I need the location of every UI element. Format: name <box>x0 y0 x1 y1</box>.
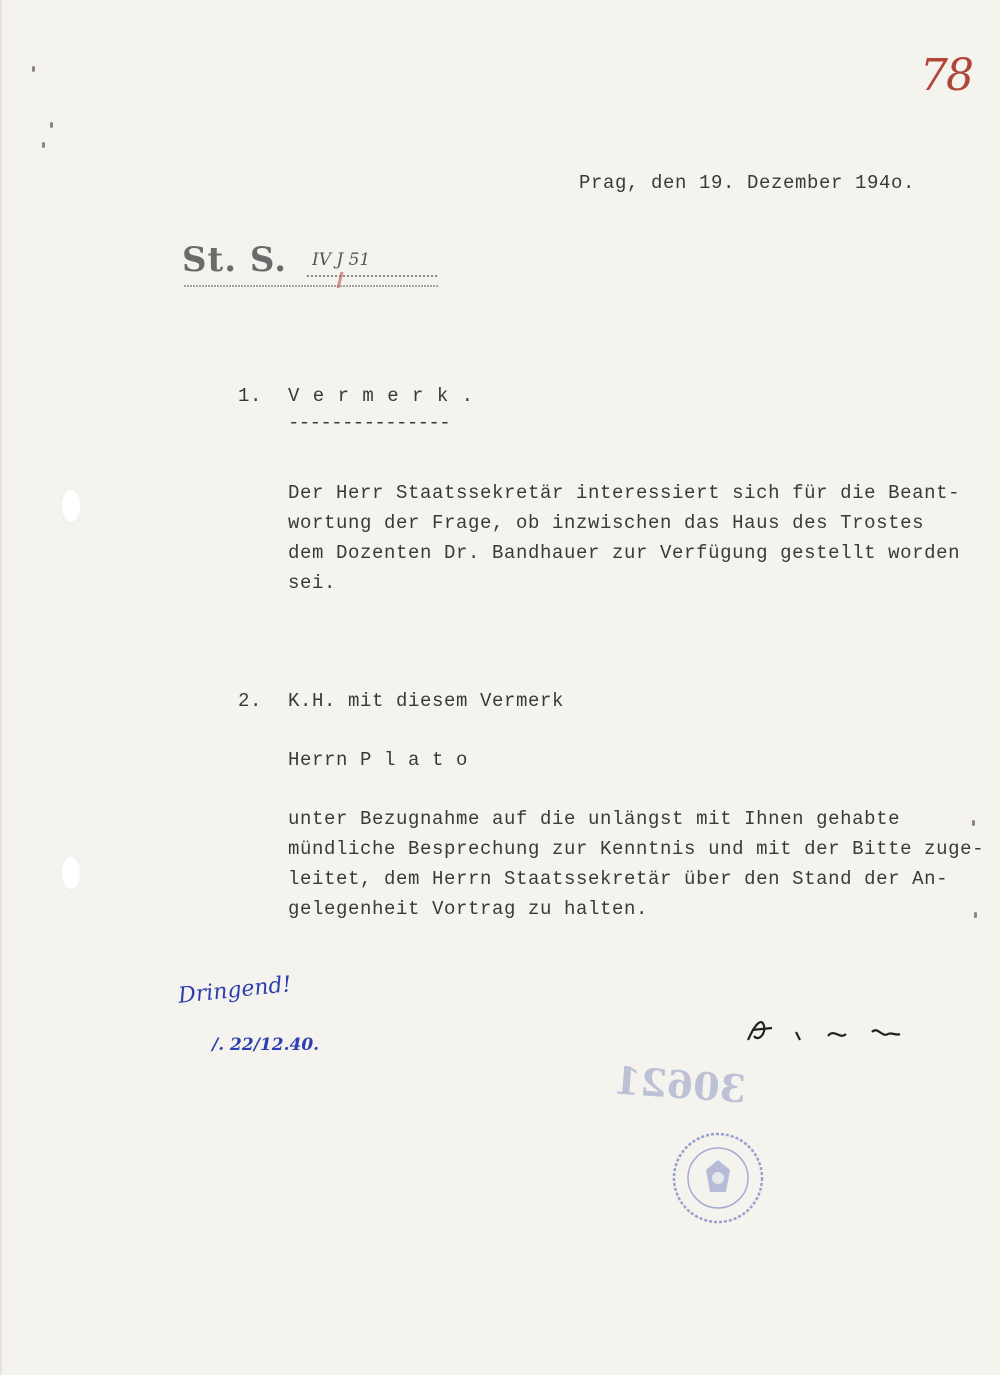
item2-number: 2. <box>238 690 263 712</box>
paragraph-line: Der Herr Staatssekretär interessiert sich für die Beant- <box>288 482 961 504</box>
paragraph-line: leitet, dem Herrn Staatssekretär über den Stand der An- <box>288 868 949 890</box>
folio-number: 78 <box>920 50 972 101</box>
edge-fleck <box>32 66 35 72</box>
edge-fleck <box>974 912 977 918</box>
edge-fleck <box>972 820 975 826</box>
punch-hole-top <box>60 488 82 524</box>
paragraph-line: sei. <box>288 572 337 594</box>
archive-stamp-number: 30621 <box>612 1057 748 1112</box>
blue-initials-date: /. 22/12.40. <box>212 1035 320 1055</box>
round-seal-stamp <box>670 1130 766 1226</box>
reference-prefix: St. S. <box>182 240 288 280</box>
item1-number: 1. <box>238 385 263 407</box>
paragraph-line: wortung der Frage, ob inzwischen das Haus des Trostes <box>288 512 925 534</box>
paragraph-line: gelegenheit Vortrag zu halten. <box>288 898 649 920</box>
reference-stamp <box>182 240 442 295</box>
item2-recipient: Herrn P l a t o <box>288 749 469 771</box>
punch-hole-bottom <box>60 855 82 891</box>
signature <box>742 1012 922 1052</box>
paragraph-line: unter Bezugnahme auf die unlängst mit Ihnen gehabte <box>288 808 901 830</box>
paragraph-line: mündliche Besprechung zur Kenntnis und mit der Bitte zuge- <box>288 838 985 860</box>
edge-fleck <box>50 122 53 128</box>
item1-heading: V e r m e r k . <box>288 385 475 407</box>
item1-heading-underline: --------------- <box>288 412 451 434</box>
reference-handwritten: IV J 51 <box>312 250 371 270</box>
edge-fleck <box>42 142 45 148</box>
item2-first-line: K.H. mit diesem Vermerk <box>288 690 565 712</box>
date-line: Prag, den 19. Dezember 194o. <box>579 172 916 194</box>
reference-dotted-line <box>182 272 442 292</box>
paragraph-line: dem Dozenten Dr. Bandhauer zur Verfügung gestellt worden <box>288 542 961 564</box>
blue-note-urgent: Dringend! <box>177 972 293 1009</box>
